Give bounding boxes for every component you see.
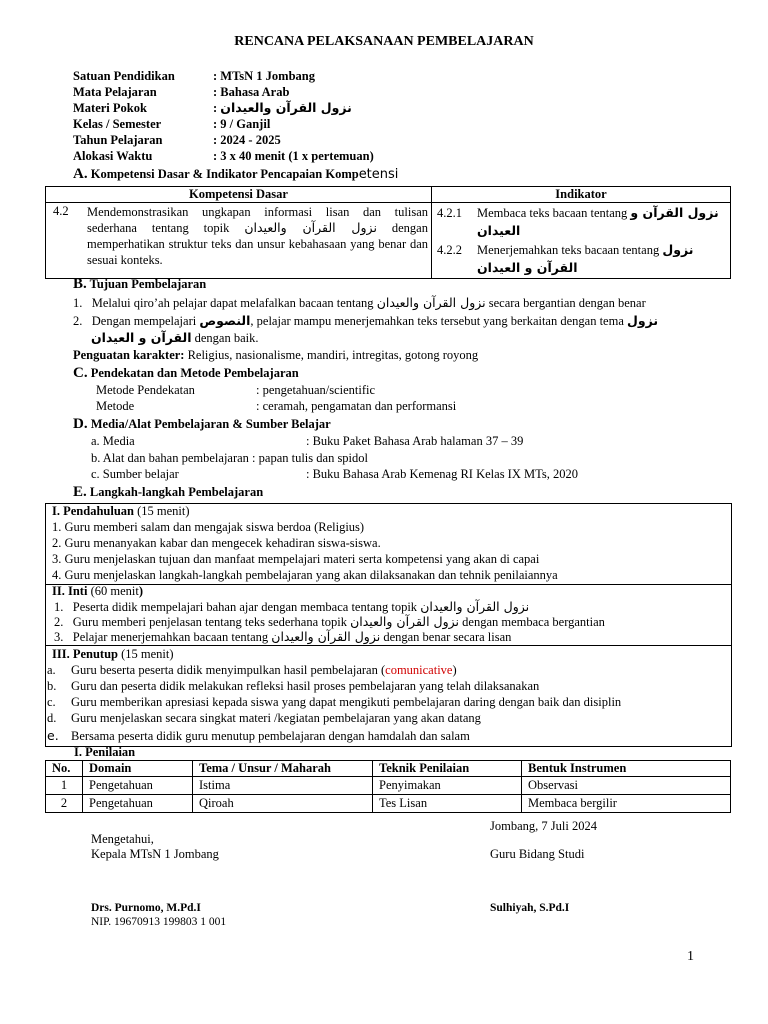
- metode-pendekatan-label: Metode Pendekatan: [96, 383, 195, 397]
- col-domain: Domain: [83, 761, 193, 777]
- penutup-time: (15 menit): [118, 647, 174, 661]
- penutup-item-d: [47, 711, 481, 726]
- penutup-c-text: Guru memberikan apresiasi kepada siswa yang dapat mengikuti pembelajaran daring dengan baik dan disiplin: [71, 695, 622, 709]
- value-satuan: : MTsN 1 Jombang: [213, 69, 315, 83]
- col-no: No.: [46, 761, 83, 777]
- penutup-title: III. Penutup: [52, 647, 118, 661]
- pendahuluan-item: 4. Guru menjelaskan langkah-langkah pembelajaran yang akan dilaksanakan dan tehnik penilaiannya: [52, 568, 558, 582]
- label-materi: Materi Pokok: [73, 101, 147, 115]
- section-b-heading: [73, 276, 206, 293]
- col-bentuk: Bentuk Instrumen: [522, 761, 731, 777]
- tujuan-1-text: Melalui qiro’ah pelajar dapat melafalkan bacaan tentang: [91, 296, 377, 310]
- materi-arabic: نزول القرآن والعيدان: [220, 100, 352, 115]
- inti-item-2: [54, 614, 605, 630]
- tujuan-2-arabic-2a: نزول: [627, 313, 659, 328]
- penutup-a-text: Guru beserta peserta didik menyimpulkan hasil pembelajaran (: [71, 663, 386, 677]
- kd-text: [87, 204, 428, 268]
- inti-title: II. Inti: [52, 584, 88, 598]
- tujuan-item-1: 1. Melalui qiro’ah pelajar dapat melafalkan bacaan tentang نزول القرآن والعيدان secara bergantian dengan benar: [73, 295, 646, 310]
- karakter-label: Penguatan karakter:: [73, 348, 185, 362]
- page-number: 1: [687, 949, 694, 964]
- indikator-1-label: Membaca teks bacaan tentang: [477, 206, 631, 220]
- inti-3-post: dengan benar secara lisan: [380, 630, 512, 644]
- inti-2-post: dengan membaca bergantian: [459, 615, 605, 629]
- section-c-title: Pendekatan dan Metode Pembelajaran: [90, 366, 299, 380]
- cell-tema: Istima: [193, 777, 373, 795]
- indikator-2-arabic: نزول القرآن و العيدان: [477, 242, 694, 275]
- penilaian-title: I. Penilaian: [74, 745, 136, 759]
- kepala-name: Drs. Purnomo, M.Pd.I: [91, 902, 201, 914]
- section-a-title-tail: etensi: [358, 167, 399, 182]
- inti-1-number: 1.: [54, 600, 64, 614]
- label-satuan: Satuan Pendidikan: [73, 69, 175, 83]
- section-b-title: Tujuan Pembelajaran: [89, 277, 207, 291]
- inti-3-number: 3.: [54, 630, 64, 644]
- penilaian-table: [45, 760, 731, 813]
- inti-3-text: Pelajar menerjemahkan bacaan tentang: [72, 630, 272, 644]
- inti-2-arabic: نزول القرآن والعيدان: [350, 614, 460, 629]
- tujuan-2-arabic-1: النصوص: [199, 313, 251, 328]
- inti-2-text: Guru memberi penjelasan tentang teks sederhana topik: [72, 615, 351, 629]
- section-c-letter: C.: [73, 365, 88, 381]
- section-b-letter: B.: [73, 276, 87, 292]
- inti-2-number: 2.: [54, 615, 64, 629]
- inti-1-arabic: نزول القرآن والعيدان: [420, 599, 530, 614]
- section-a-heading: [73, 166, 398, 183]
- table-row: [46, 777, 731, 795]
- indikator-2-label: Menerjemahkan teks bacaan tentang: [477, 243, 663, 257]
- cell-teknik: Penyimakan: [373, 777, 522, 795]
- penutup-item-b: [47, 679, 539, 694]
- page-title: RENCANA PELAKSANAAN PEMBELAJARAN: [234, 34, 534, 49]
- pendahuluan-title: I. Pendahuluan: [52, 504, 134, 518]
- pendahuluan-heading: [52, 504, 190, 519]
- colon: :: [213, 101, 218, 115]
- penilaian-header-row: [46, 761, 731, 777]
- tujuan-2-mid: , pelajar mampu menerjemahkan teks tersebut yang berkaitan dengan tema: [250, 314, 627, 328]
- cell-bentuk: Membaca bergilir: [522, 795, 731, 813]
- label-kelas: Kelas / Semester: [73, 117, 162, 131]
- inti-time: 60 menit: [94, 584, 139, 598]
- label-alokasi: Alokasi Waktu: [73, 149, 153, 163]
- label-mapel: Mata Pelajaran: [73, 85, 157, 99]
- metode-value: : ceramah, pengamatan dan performansi: [256, 399, 457, 413]
- tujuan-2-post: dengan baik.: [191, 331, 259, 345]
- guru-name: Sulhiyah, S.Pd.I: [490, 902, 570, 914]
- cell-bentuk: Observasi: [522, 777, 731, 795]
- indikator-1-number: 4.2.1: [437, 206, 462, 220]
- tujuan-item-2: 2. Dengan mempelajari النصوص, pelajar mampu menerjemahkan teks tersebut yang berkaitan dengan tema نزول: [73, 313, 659, 328]
- penutup-a-red: comunicative: [385, 663, 453, 677]
- inti-1-text: Peserta didik mempelajari bahan ajar dengan membaca tentang topik: [72, 600, 421, 614]
- inti-box: [45, 583, 732, 646]
- pendahuluan-item: 1. Guru memberi salam dan mengajak siswa berdoa (Religius): [52, 520, 365, 534]
- mengetahui: Mengetahui,: [91, 832, 154, 846]
- alat-bahan: b. Alat dan bahan pembelajaran : papan tulis dan spidol: [91, 451, 369, 465]
- penutup-d-letter: d.: [47, 711, 57, 725]
- indikator-2: [435, 241, 727, 277]
- cell-no: 2: [46, 795, 83, 813]
- pendahuluan-time: (15 menit): [133, 504, 190, 518]
- media-value: : Buku Paket Bahasa Arab halaman 37 – 39: [306, 434, 524, 448]
- indikator-cell: [432, 203, 731, 279]
- kd-header: Kompetensi Dasar: [46, 187, 432, 203]
- value-mapel: : Bahasa Arab: [213, 85, 290, 99]
- kd-number: 4.2: [53, 204, 69, 218]
- tujuan-1-arabic: نزول القرآن والعيدان: [376, 295, 486, 310]
- section-d-heading: [73, 416, 331, 433]
- indikator-2-number: 4.2.2: [437, 243, 462, 257]
- cell-domain: Pengetahuan: [83, 795, 193, 813]
- inti-item-3: [54, 629, 511, 645]
- pendahuluan-box: [45, 503, 732, 585]
- penutup-e-letter: e.: [47, 728, 59, 743]
- section-d-letter: D.: [73, 416, 88, 432]
- section-a-letter: A.: [73, 166, 88, 182]
- kepala-title: Kepala MTsN 1 Jombang: [91, 847, 219, 861]
- penutup-a-letter: a.: [47, 663, 56, 677]
- penutup-a-post: ): [452, 663, 457, 677]
- cell-teknik: Tes Lisan: [373, 795, 522, 813]
- penutup-d-text: Guru menjelaskan secara singkat materi /kegiatan pembelajaran yang akan datang: [71, 711, 481, 725]
- col-tema: Tema / Unsur / Maharah: [193, 761, 373, 777]
- kd-text-arabic: نزول القرآن والعيدان: [244, 220, 377, 235]
- indikator-1-text: [477, 204, 727, 240]
- penutup-e-text: Bersama peserta didik guru menutup pembelajaran dengan hamdalah dan salam: [71, 729, 470, 743]
- sumber-label: c. Sumber belajar: [91, 467, 179, 481]
- section-e-letter: E.: [73, 484, 87, 500]
- metode-pendekatan-value: : pengetahuan/scientific: [256, 383, 376, 397]
- section-e-heading: [73, 484, 263, 501]
- penutup-box: [45, 645, 732, 747]
- indikator-header: Indikator: [432, 187, 731, 203]
- kd-cell: [46, 203, 432, 279]
- kd-table: [45, 186, 731, 279]
- indikator-1: [435, 204, 727, 240]
- pendahuluan-item: 2. Guru menanyakan kabar dan mengecek kehadiran siswa-siswa.: [52, 536, 381, 550]
- tujuan-2-arabic-2b: القرآن و العيدان: [91, 330, 192, 345]
- karakter-text: Religius, nasionalisme, mandiri, intregitas, gotong royong: [184, 348, 479, 362]
- indikator-2-text: [477, 241, 727, 277]
- cell-tema: Qiroah: [193, 795, 373, 813]
- guru-title: Guru Bidang Studi: [490, 847, 585, 861]
- penguatan-karakter: [73, 348, 478, 363]
- kd-text-1: Mendemonstrasikan ungkapan informasi lisan dan tulisan sederhana tentang topik: [87, 205, 428, 235]
- penutup-c-letter: c.: [47, 695, 56, 709]
- penutup-b-text: Guru dan peserta didik melakukan refleksi hasil proses pembelajaran yang telah dilaksanakan: [71, 679, 540, 693]
- inti-time-close: ): [138, 584, 143, 598]
- section-e-title: Langkah-langkah Pembelajaran: [89, 485, 264, 499]
- inti-time-open: (: [87, 584, 95, 598]
- value-tahun: : 2024 - 2025: [213, 133, 281, 147]
- tujuan-2-text: Dengan mempelajari: [91, 314, 200, 328]
- sumber-value: : Buku Bahasa Arab Kemenag RI Kelas IX MTs, 2020: [306, 467, 578, 481]
- tujuan-item-2-cont: [91, 330, 259, 346]
- value-alokasi: : 3 x 40 menit (1 x pertemuan): [213, 149, 374, 163]
- cell-no: 1: [46, 777, 83, 795]
- kd-text-2: dengan memperhatikan struktur teks dan unsur kebahasaan yang benar dan sesuai konteks.: [87, 221, 428, 267]
- penutup-item-e: [47, 728, 470, 744]
- media-label: a. Media: [91, 434, 135, 448]
- tujuan-1-post: secara bergantian dengan benar: [485, 296, 646, 310]
- kepala-nip: NIP. 19670913 199803 1 001: [91, 916, 227, 928]
- section-c-heading: [73, 365, 299, 382]
- value-materi: [213, 100, 352, 116]
- value-kelas: : 9 / Ganjil: [213, 117, 271, 131]
- cell-domain: Pengetahuan: [83, 777, 193, 795]
- label-tahun: Tahun Pelajaran: [73, 133, 163, 147]
- indikator-1-arabic: نزول القرآن و العيدان: [477, 205, 719, 238]
- inti-item-1: [54, 599, 529, 615]
- place-date: Jombang, 7 Juli 2024: [490, 819, 597, 833]
- inti-heading: [52, 584, 143, 599]
- metode-label: Metode: [96, 399, 135, 413]
- penutup-heading: [52, 647, 174, 662]
- col-teknik: Teknik Penilaian: [373, 761, 522, 777]
- inti-3-arabic: نزول القرآن والعيدان: [271, 629, 381, 644]
- penutup-b-letter: b.: [47, 679, 57, 693]
- section-d-title: Media/Alat Pembelajaran & Sumber Belajar: [90, 417, 331, 431]
- table-row: [46, 795, 731, 813]
- section-a-title: Kompetensi Dasar & Indikator Pencapaian Komp: [90, 167, 359, 181]
- penutup-item-c: [47, 695, 621, 710]
- pendahuluan-item: 3. Guru menjelaskan tujuan dan manfaat mempelajari materi serta kompetensi yang akan di capai: [52, 552, 540, 566]
- penutup-item-a: [47, 663, 457, 678]
